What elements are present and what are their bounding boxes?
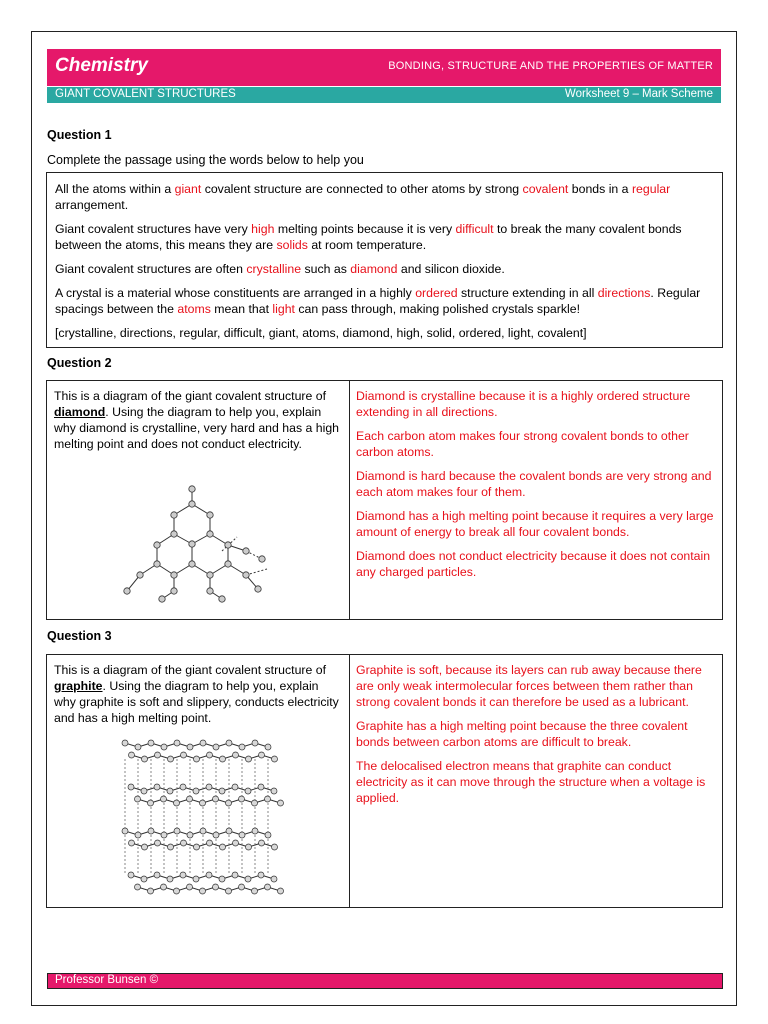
passage-paragraph-1: All the atoms within a giant covalent structure are connected to other atoms by strong covalent bonds in a regular arrangement.	[55, 182, 671, 212]
question-3-heading: Question 3	[47, 629, 112, 643]
answer-item: Each carbon atom makes four strong covalent bonds to other carbon atoms.	[356, 429, 689, 459]
passage-paragraph-2: Giant covalent structures have very high melting points because it is very difficult to break the many covalent bonds between the atoms, this means they are solids at room temperature.	[55, 222, 682, 252]
answer-item: Diamond has a high melting point because it requires a very large amount of energy to break all four covalent bonds.	[356, 509, 714, 539]
answer-item: Graphite has a high melting point because the three covalent bonds between carbon atoms are difficult to break.	[356, 719, 688, 749]
footer-bar	[47, 973, 723, 989]
section-title: GIANT COVALENT STRUCTURES	[55, 88, 236, 100]
answer-item: Diamond does not conduct electricity because it does not contain any charged particles.	[356, 549, 711, 579]
passage-box	[46, 172, 723, 348]
question-2-answers	[356, 388, 714, 588]
question-1-heading: Question 1	[47, 128, 112, 142]
question-3-table	[46, 654, 723, 908]
word-bank: [crystalline, directions, regular, difficult, giant, atoms, diamond, high, solid, ordered, light, covalent]	[55, 326, 587, 340]
question-2-heading: Question 2	[47, 356, 112, 370]
question-2-prompt: This is a diagram of the giant covalent structure of diamond. Using the diagram to help you, explain why diamond is crystalline, very hard and has a high melting point and does not conduct electricity.	[54, 389, 340, 451]
answer-word: directions	[597, 286, 651, 300]
diamond-structure-diagram	[122, 479, 282, 604]
question-3-answers	[356, 662, 714, 814]
header-bar	[47, 49, 721, 86]
subject-title: Chemistry	[55, 55, 148, 76]
answer-item: The delocalised electron means that graphite can conduct electricity as it can move through the structure when a voltage is applied.	[356, 759, 706, 805]
answer-word: ordered	[415, 286, 458, 300]
answer-item: Diamond is hard because the covalent bonds are very strong and each atom makes four of them.	[356, 469, 712, 499]
answer-word: light	[272, 302, 295, 316]
answer-word: high	[251, 222, 275, 236]
subheader-bar	[47, 87, 721, 103]
answer-word: diamond	[350, 262, 398, 276]
topic-title: BONDING, STRUCTURE AND THE PROPERTIES OF MATTER	[388, 60, 713, 72]
answer-word: atoms	[177, 302, 211, 316]
worksheet-label: Worksheet 9 – Mark Scheme	[564, 88, 713, 100]
answer-word: difficult	[455, 222, 494, 236]
graphite-structure-diagram	[119, 735, 284, 905]
passage-paragraph-3: Giant covalent structures are often crystalline such as diamond and silicon dioxide.	[55, 262, 505, 276]
answer-word: crystalline	[246, 262, 302, 276]
footer-credit: Professor Bunsen ©	[55, 974, 159, 986]
answer-word: solids	[276, 238, 308, 252]
answer-word: regular	[631, 182, 671, 196]
question-3-prompt: This is a diagram of the giant covalent structure of graphite. Using the diagram to help you, explain why graphite is soft and slippery, conducts electricity and has a high melting point.	[54, 663, 339, 725]
answer-item: Graphite is soft, because its layers can rub away because there are only weak intermolecular forces between them rather than strong covalent bonds it can therefore be used as a lubricant.	[356, 663, 702, 709]
answer-word: covalent	[522, 182, 569, 196]
question-1-intro: Complete the passage using the words below to help you	[47, 153, 364, 167]
answer-item: Diamond is crystalline because it is a highly ordered structure extending in all directions.	[356, 389, 691, 419]
passage-paragraph-4: A crystal is a material whose constituents are arranged in a highly ordered structure extending in all directions. Regular spacings between the atoms mean that light can pass through, making polished crystals sparkle!	[55, 286, 701, 316]
answer-word: giant	[174, 182, 202, 196]
question-2-table	[46, 380, 723, 620]
